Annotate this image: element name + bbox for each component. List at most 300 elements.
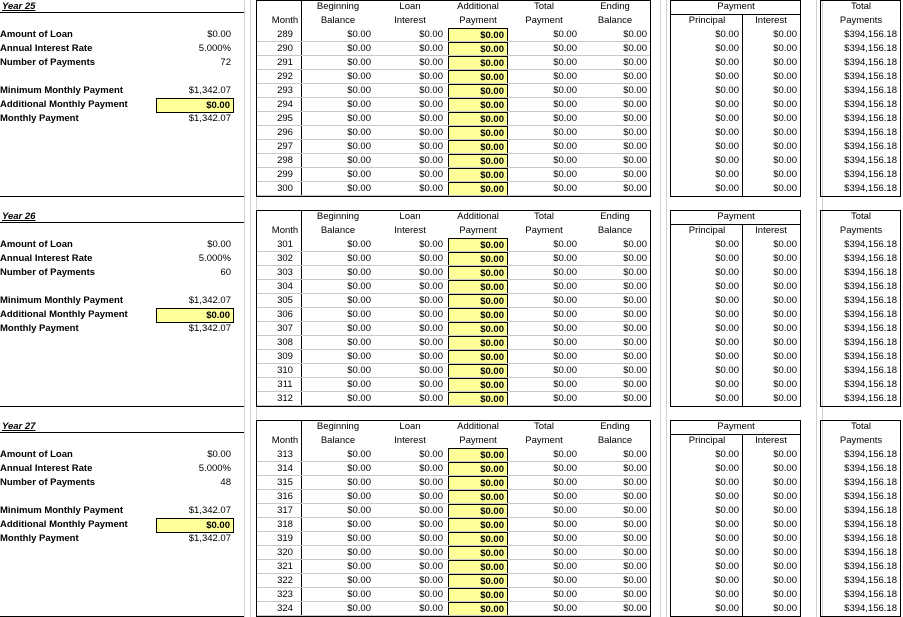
total-payment-cell: $0.00 (553, 477, 577, 488)
header-payments: Payments (839, 15, 883, 26)
beginning-balance-cell: $0.00 (347, 85, 371, 96)
additional-payment-input[interactable]: $0.00 (448, 56, 508, 71)
interest-cell: $0.00 (773, 155, 797, 166)
principal-cell: $0.00 (715, 141, 739, 152)
value-minimum-monthly-payment: $1,342.07 (188, 295, 231, 306)
beginning-balance-cell: $0.00 (347, 29, 371, 40)
ending-balance-cell: $0.00 (623, 505, 647, 516)
interest-cell: $0.00 (773, 519, 797, 530)
beginning-balance-cell: $0.00 (347, 575, 371, 586)
total-payments-cell: $394,156.18 (844, 505, 897, 516)
interest-cell: $0.00 (773, 113, 797, 124)
additional-payment-input[interactable]: $0.00 (448, 140, 508, 155)
beginning-balance-cell: $0.00 (347, 365, 371, 376)
additional-payment-input[interactable]: $0.00 (448, 378, 508, 393)
additional-payment-input[interactable]: $0.00 (448, 574, 508, 589)
principal-cell: $0.00 (715, 505, 739, 516)
total-payments-cell: $394,156.18 (844, 295, 897, 306)
ending-balance-cell: $0.00 (623, 379, 647, 390)
month-cell: 298 (277, 155, 293, 166)
table-border-top (256, 0, 650, 1)
loan-interest-cell: $0.00 (419, 155, 443, 166)
header-ending: Ending (600, 1, 630, 12)
additional-payment-input[interactable]: $0.00 (448, 266, 508, 281)
total-payment-cell: $0.00 (553, 29, 577, 40)
additional-payment-input[interactable]: $0.00 (448, 392, 508, 407)
total-payment-cell: $0.00 (553, 337, 577, 348)
total-payment-cell: $0.00 (553, 183, 577, 194)
month-cell: 316 (277, 491, 293, 502)
ending-balance-cell: $0.00 (623, 351, 647, 362)
beginning-balance-cell: $0.00 (347, 589, 371, 600)
month-cell: 297 (277, 141, 293, 152)
beginning-balance-cell: $0.00 (347, 127, 371, 138)
payment-border-top (670, 0, 800, 1)
principal-cell: $0.00 (715, 239, 739, 250)
label-amount-of-loan: Amount of Loan (0, 239, 73, 250)
total-payments-cell: $394,156.18 (844, 71, 897, 82)
label-minimum-monthly-payment: Minimum Monthly Payment (0, 295, 123, 306)
total-payments-cell: $394,156.18 (844, 519, 897, 530)
interest-cell: $0.00 (773, 85, 797, 96)
total-border-left (820, 420, 821, 617)
payment-border-top (670, 420, 800, 421)
label-amount-of-loan: Amount of Loan (0, 449, 73, 460)
month-cell: 324 (277, 603, 293, 614)
value-monthly-payment: $1,342.07 (188, 113, 231, 124)
header-balance: Balance (320, 15, 356, 26)
interest-cell: $0.00 (773, 449, 797, 460)
month-cell: 313 (277, 449, 293, 460)
additional-payment-input[interactable]: $0.00 (448, 532, 508, 547)
additional-payment-input[interactable]: $0.00 (448, 448, 508, 463)
total-payment-cell: $0.00 (553, 561, 577, 572)
ending-balance-cell: $0.00 (623, 575, 647, 586)
additional-payment-input[interactable]: $0.00 (448, 462, 508, 477)
loan-interest-cell: $0.00 (419, 71, 443, 82)
value-number-of-payments: 60 (220, 267, 231, 278)
row-gridline (257, 405, 650, 406)
additional-payment-input[interactable]: $0.00 (448, 336, 508, 351)
total-payments-cell: $394,156.18 (844, 155, 897, 166)
header-beginning: Beginning (316, 211, 360, 222)
header-balance-2: Balance (597, 225, 633, 236)
ending-balance-cell: $0.00 (623, 547, 647, 558)
loan-interest-cell: $0.00 (419, 85, 443, 96)
loan-interest-cell: $0.00 (419, 463, 443, 474)
total-payment-cell: $0.00 (553, 463, 577, 474)
total-payment-cell: $0.00 (553, 379, 577, 390)
ending-balance-cell: $0.00 (623, 71, 647, 82)
header-total: Total (533, 421, 555, 432)
loan-interest-cell: $0.00 (419, 57, 443, 68)
beginning-balance-cell: $0.00 (347, 519, 371, 530)
interest-cell: $0.00 (773, 491, 797, 502)
ending-balance-cell: $0.00 (623, 561, 647, 572)
loan-interest-cell: $0.00 (419, 561, 443, 572)
month-cell: 314 (277, 463, 293, 474)
interest-cell: $0.00 (773, 365, 797, 376)
month-cell: 320 (277, 547, 293, 558)
header-payment-group: Payment (717, 1, 755, 12)
table-border-top (256, 420, 650, 421)
title-underline (0, 432, 244, 433)
interest-cell: $0.00 (773, 589, 797, 600)
additional-payment-input[interactable]: $0.00 (448, 588, 508, 603)
label-monthly-payment: Monthly Payment (0, 533, 79, 544)
beginning-balance-cell: $0.00 (347, 295, 371, 306)
header-principal: Principal (688, 435, 726, 446)
header-balance-2: Balance (597, 435, 633, 446)
additional-payment-input[interactable]: $0.00 (448, 294, 508, 309)
value-annual-interest-rate: 5.000% (198, 463, 231, 474)
total-payment-cell: $0.00 (553, 393, 577, 404)
total-payment-cell: $0.00 (553, 141, 577, 152)
header-total: Total (533, 211, 555, 222)
interest-cell: $0.00 (773, 239, 797, 250)
payment-border-right (800, 420, 801, 617)
ending-balance-cell: $0.00 (623, 239, 647, 250)
loan-interest-cell: $0.00 (419, 491, 443, 502)
total-payment-cell: $0.00 (553, 113, 577, 124)
principal-cell: $0.00 (715, 477, 739, 488)
column-separator (250, 0, 251, 617)
additional-payment-input[interactable]: $0.00 (448, 560, 508, 575)
ending-balance-cell: $0.00 (623, 57, 647, 68)
beginning-balance-cell: $0.00 (347, 309, 371, 320)
beginning-balance-cell: $0.00 (347, 337, 371, 348)
total-payment-cell: $0.00 (553, 281, 577, 292)
header-ending: Ending (600, 211, 630, 222)
interest-cell: $0.00 (773, 57, 797, 68)
interest-cell: $0.00 (773, 603, 797, 614)
principal-cell: $0.00 (715, 281, 739, 292)
value-amount-of-loan: $0.00 (207, 449, 231, 460)
total-payments-cell: $394,156.18 (844, 43, 897, 54)
month-cell: 311 (277, 379, 293, 390)
month-cell: 322 (277, 575, 293, 586)
header-payment: Payment (459, 15, 497, 26)
additional-payment-input[interactable]: $0.00 (448, 350, 508, 365)
loan-interest-cell: $0.00 (419, 589, 443, 600)
principal-cell: $0.00 (715, 57, 739, 68)
additional-payment-input[interactable]: $0.00 (448, 238, 508, 253)
value-additional-monthly-payment[interactable]: $0.00 (156, 308, 234, 323)
month-cell: 294 (277, 99, 293, 110)
ending-balance-cell: $0.00 (623, 127, 647, 138)
interest-cell: $0.00 (773, 575, 797, 586)
ending-balance-cell: $0.00 (623, 519, 647, 530)
header-payment-group: Payment (717, 211, 755, 222)
header-balance: Balance (320, 225, 356, 236)
additional-payment-input[interactable]: $0.00 (448, 308, 508, 323)
principal-cell: $0.00 (715, 533, 739, 544)
beginning-balance-cell: $0.00 (347, 505, 371, 516)
total-payment-cell: $0.00 (553, 71, 577, 82)
principal-cell: $0.00 (715, 183, 739, 194)
beginning-balance-cell: $0.00 (347, 239, 371, 250)
additional-payment-input[interactable]: $0.00 (448, 154, 508, 169)
payment-subheader-line (670, 14, 800, 15)
principal-cell: $0.00 (715, 337, 739, 348)
header-interest: Interest (394, 225, 426, 236)
month-cell: 307 (277, 323, 293, 334)
loan-interest-cell: $0.00 (419, 603, 443, 614)
additional-payment-input[interactable]: $0.00 (448, 546, 508, 561)
principal-cell: $0.00 (715, 547, 739, 558)
interest-cell: $0.00 (773, 351, 797, 362)
beginning-balance-cell: $0.00 (347, 393, 371, 404)
beginning-balance-cell: $0.00 (347, 71, 371, 82)
principal-cell: $0.00 (715, 43, 739, 54)
ending-balance-cell: $0.00 (623, 85, 647, 96)
additional-payment-input[interactable]: $0.00 (448, 42, 508, 57)
value-monthly-payment: $1,342.07 (188, 323, 231, 334)
value-number-of-payments: 48 (220, 477, 231, 488)
total-border-top (820, 210, 900, 211)
label-additional-monthly-payment: Additional Monthly Payment (0, 519, 128, 530)
loan-interest-cell: $0.00 (419, 113, 443, 124)
total-payment-cell: $0.00 (553, 267, 577, 278)
total-border-top (820, 0, 900, 1)
label-monthly-payment: Monthly Payment (0, 323, 79, 334)
interest-cell: $0.00 (773, 477, 797, 488)
total-payments-cell: $394,156.18 (844, 141, 897, 152)
loan-interest-cell: $0.00 (419, 267, 443, 278)
value-amount-of-loan: $0.00 (207, 29, 231, 40)
row-gridline (257, 195, 650, 196)
header-total-payments: Total (850, 1, 872, 12)
month-cell: 315 (277, 477, 293, 488)
loan-interest-cell: $0.00 (419, 309, 443, 320)
total-payments-cell: $394,156.18 (844, 267, 897, 278)
loan-interest-cell: $0.00 (419, 337, 443, 348)
total-payments-cell: $394,156.18 (844, 589, 897, 600)
total-payments-cell: $394,156.18 (844, 603, 897, 614)
header-payments: Payments (839, 225, 883, 236)
interest-cell: $0.00 (773, 561, 797, 572)
beginning-balance-cell: $0.00 (347, 449, 371, 460)
principal-cell: $0.00 (715, 323, 739, 334)
additional-payment-input[interactable]: $0.00 (448, 322, 508, 337)
row-gridline (257, 615, 650, 616)
payment-subheader-line (670, 224, 800, 225)
table-border-right (650, 420, 651, 617)
total-payments-cell: $394,156.18 (844, 575, 897, 586)
principal-cell: $0.00 (715, 169, 739, 180)
interest-cell: $0.00 (773, 337, 797, 348)
total-border-right (900, 0, 901, 197)
ending-balance-cell: $0.00 (623, 491, 647, 502)
total-payments-cell: $394,156.18 (844, 29, 897, 40)
ending-balance-cell: $0.00 (623, 29, 647, 40)
total-payment-cell: $0.00 (553, 323, 577, 334)
additional-payment-input[interactable]: $0.00 (448, 504, 508, 519)
ending-balance-cell: $0.00 (623, 449, 647, 460)
total-payment-cell: $0.00 (553, 239, 577, 250)
additional-payment-input[interactable]: $0.00 (448, 252, 508, 267)
beginning-balance-cell: $0.00 (347, 183, 371, 194)
month-cell: 295 (277, 113, 293, 124)
principal-cell: $0.00 (715, 295, 739, 306)
principal-cell: $0.00 (715, 491, 739, 502)
principal-cell: $0.00 (715, 351, 739, 362)
total-payments-cell: $394,156.18 (844, 351, 897, 362)
total-payment-cell: $0.00 (553, 309, 577, 320)
total-payments-cell: $394,156.18 (844, 127, 897, 138)
principal-cell: $0.00 (715, 99, 739, 110)
loan-interest-cell: $0.00 (419, 323, 443, 334)
beginning-balance-cell: $0.00 (347, 141, 371, 152)
interest-cell: $0.00 (773, 379, 797, 390)
payment-border-left (670, 210, 671, 407)
ending-balance-cell: $0.00 (623, 253, 647, 264)
table-border-right (650, 0, 651, 197)
beginning-balance-cell: $0.00 (347, 463, 371, 474)
label-additional-monthly-payment: Additional Monthly Payment (0, 309, 128, 320)
beginning-balance-cell: $0.00 (347, 547, 371, 558)
header-payment-group: Payment (717, 421, 755, 432)
additional-payment-input[interactable]: $0.00 (448, 84, 508, 99)
payment-border-left (670, 0, 671, 197)
loan-interest-cell: $0.00 (419, 519, 443, 530)
beginning-balance-cell: $0.00 (347, 57, 371, 68)
label-amount-of-loan: Amount of Loan (0, 29, 73, 40)
interest-cell: $0.00 (773, 463, 797, 474)
additional-payment-input[interactable]: $0.00 (448, 126, 508, 141)
ending-balance-cell: $0.00 (623, 603, 647, 614)
additional-payment-input[interactable]: $0.00 (448, 280, 508, 295)
total-payments-cell: $394,156.18 (844, 547, 897, 558)
interest-cell: $0.00 (773, 253, 797, 264)
principal-cell: $0.00 (715, 365, 739, 376)
header-payment-2: Payment (525, 225, 563, 236)
label-number-of-payments: Number of Payments (0, 57, 96, 68)
total-payments-cell: $394,156.18 (844, 309, 897, 320)
value-annual-interest-rate: 5.000% (198, 253, 231, 264)
total-payments-cell: $394,156.18 (844, 113, 897, 124)
header-beginning: Beginning (316, 1, 360, 12)
interest-cell: $0.00 (773, 547, 797, 558)
header-principal: Principal (688, 225, 726, 236)
total-payments-cell: $394,156.18 (844, 85, 897, 96)
additional-payment-input[interactable]: $0.00 (448, 182, 508, 197)
interest-cell: $0.00 (773, 323, 797, 334)
month-cell: 310 (277, 365, 293, 376)
beginning-balance-cell: $0.00 (347, 155, 371, 166)
month-cell: 318 (277, 519, 293, 530)
header-loan: Loan (399, 421, 421, 432)
total-payments-cell: $394,156.18 (844, 169, 897, 180)
header-total: Total (533, 1, 555, 12)
total-payment-cell: $0.00 (553, 449, 577, 460)
principal-cell: $0.00 (715, 519, 739, 530)
total-payments-cell: $394,156.18 (844, 449, 897, 460)
ending-balance-cell: $0.00 (623, 309, 647, 320)
additional-payment-input[interactable]: $0.00 (448, 112, 508, 127)
total-payments-cell: $394,156.18 (844, 379, 897, 390)
header-loan: Loan (399, 1, 421, 12)
principal-cell: $0.00 (715, 463, 739, 474)
ending-balance-cell: $0.00 (623, 323, 647, 334)
month-cell: 309 (277, 351, 293, 362)
total-payments-cell: $394,156.18 (844, 393, 897, 404)
additional-payment-input[interactable]: $0.00 (448, 70, 508, 85)
additional-payment-input[interactable]: $0.00 (448, 476, 508, 491)
table-border-right (650, 210, 651, 407)
beginning-balance-cell: $0.00 (347, 169, 371, 180)
month-cell: 321 (277, 561, 293, 572)
month-cell: 305 (277, 295, 293, 306)
loan-interest-cell: $0.00 (419, 365, 443, 376)
additional-payment-input[interactable]: $0.00 (448, 518, 508, 533)
header-additional: Additional (457, 421, 499, 432)
total-payment-cell: $0.00 (553, 533, 577, 544)
interest-cell: $0.00 (773, 533, 797, 544)
total-border-left (820, 210, 821, 407)
value-minimum-monthly-payment: $1,342.07 (188, 505, 231, 516)
month-cell: 302 (277, 253, 293, 264)
additional-payment-input[interactable]: $0.00 (448, 28, 508, 43)
principal-cell: $0.00 (715, 253, 739, 264)
additional-payment-input[interactable]: $0.00 (448, 364, 508, 379)
value-minimum-monthly-payment: $1,342.07 (188, 85, 231, 96)
principal-cell: $0.00 (715, 603, 739, 614)
additional-payment-input[interactable]: $0.00 (448, 602, 508, 617)
ending-balance-cell: $0.00 (623, 267, 647, 278)
interest-cell: $0.00 (773, 309, 797, 320)
total-payments-cell: $394,156.18 (844, 463, 897, 474)
month-cell: 290 (277, 43, 293, 54)
payment-border-right (800, 210, 801, 407)
month-cell: 323 (277, 589, 293, 600)
loan-interest-cell: $0.00 (419, 253, 443, 264)
total-payment-cell: $0.00 (553, 351, 577, 362)
month-cell: 293 (277, 85, 293, 96)
ending-balance-cell: $0.00 (623, 169, 647, 180)
additional-payment-input[interactable]: $0.00 (448, 490, 508, 505)
principal-cell: $0.00 (715, 393, 739, 404)
ending-balance-cell: $0.00 (623, 589, 647, 600)
beginning-balance-cell: $0.00 (347, 253, 371, 264)
loan-interest-cell: $0.00 (419, 505, 443, 516)
value-additional-monthly-payment[interactable]: $0.00 (156, 98, 234, 113)
beginning-balance-cell: $0.00 (347, 323, 371, 334)
principal-cell: $0.00 (715, 309, 739, 320)
value-additional-monthly-payment[interactable]: $0.00 (156, 518, 234, 533)
ending-balance-cell: $0.00 (623, 113, 647, 124)
total-border-bottom (820, 196, 901, 197)
header-month: Month (271, 15, 299, 26)
month-cell: 312 (277, 393, 293, 404)
total-border-right (900, 420, 901, 617)
total-payment-cell: $0.00 (553, 43, 577, 54)
interest-cell: $0.00 (773, 267, 797, 278)
additional-payment-input[interactable]: $0.00 (448, 98, 508, 113)
header-additional: Additional (457, 1, 499, 12)
interest-cell: $0.00 (773, 99, 797, 110)
label-additional-monthly-payment: Additional Monthly Payment (0, 99, 128, 110)
total-payment-cell: $0.00 (553, 505, 577, 516)
header-loan: Loan (399, 211, 421, 222)
header-interest: Interest (394, 435, 426, 446)
ending-balance-cell: $0.00 (623, 533, 647, 544)
additional-payment-input[interactable]: $0.00 (448, 168, 508, 183)
loan-interest-cell: $0.00 (419, 29, 443, 40)
loan-interest-cell: $0.00 (419, 43, 443, 54)
payment-border-left (670, 420, 671, 617)
interest-cell: $0.00 (773, 183, 797, 194)
